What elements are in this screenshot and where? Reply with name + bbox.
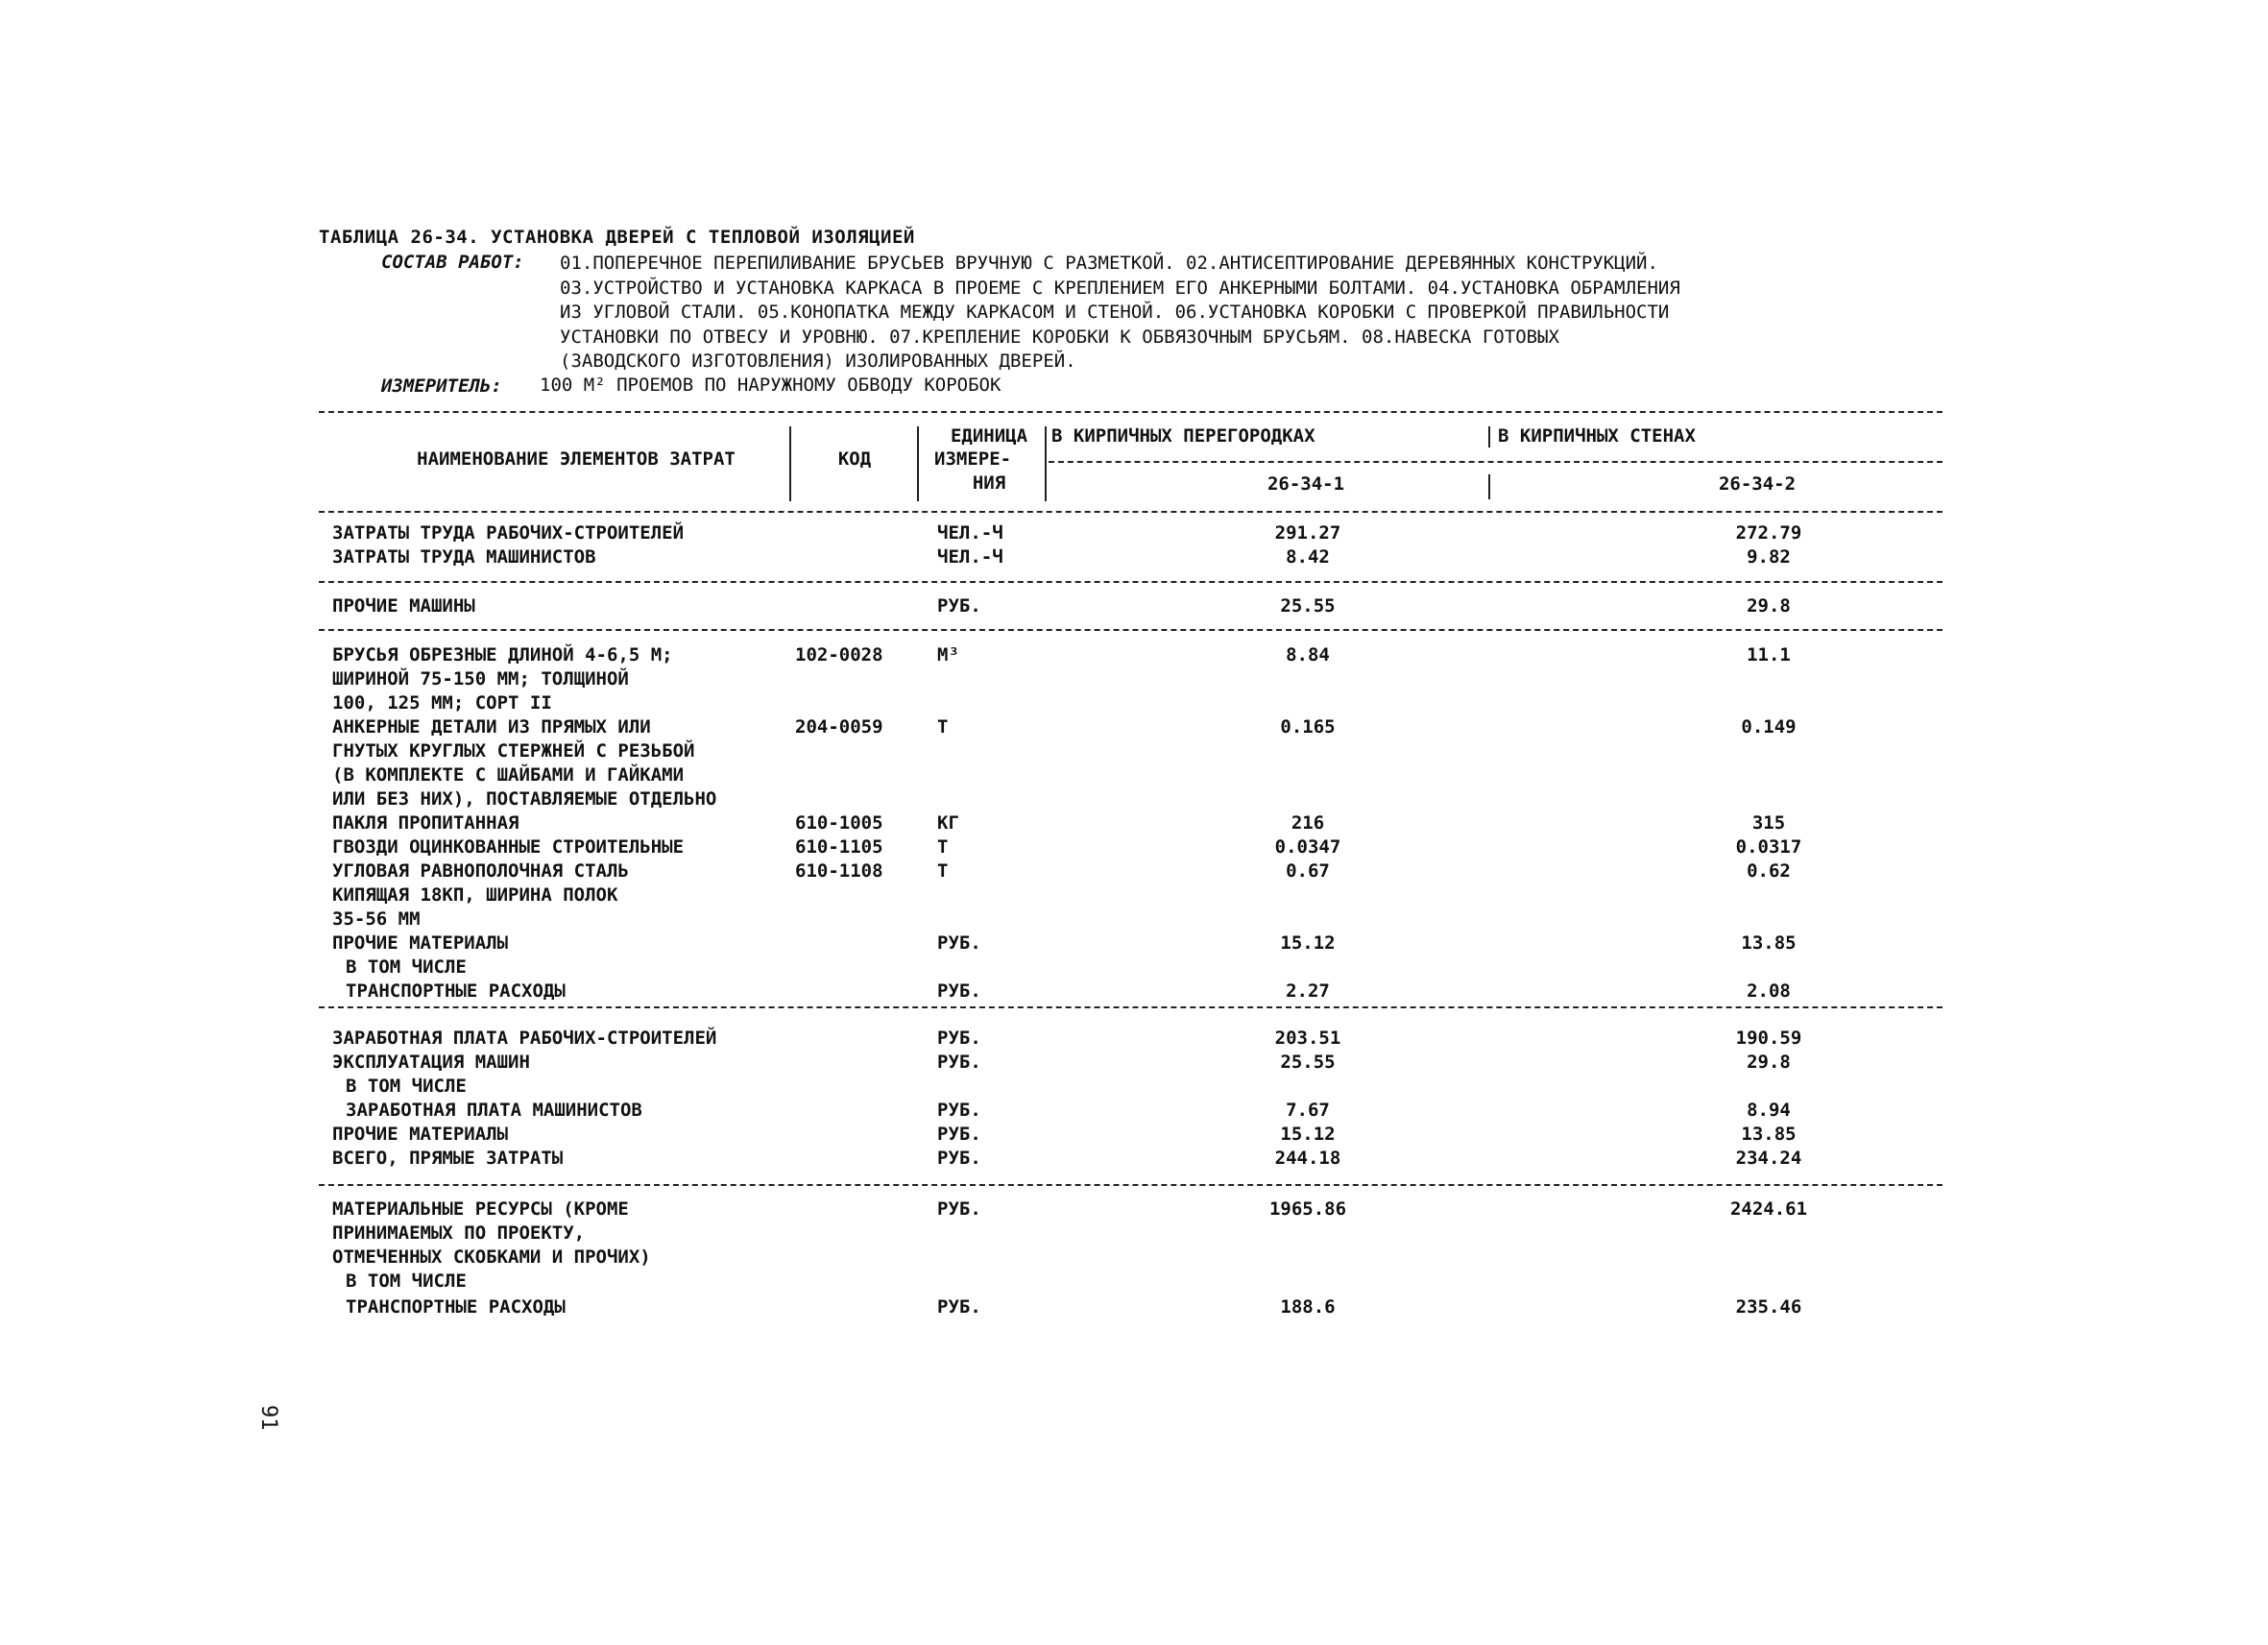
table-row: ЗАРАБОТНАЯ ПЛАТА РАБОЧИХ-СТРОИТЕЛЕЙ РУБ. 203.51 190.59: [332, 1028, 1802, 1049]
table-row: ИЛИ БЕЗ НИХ), ПОСТАВЛЯЕМЫЕ ОТДЕЛЬНО: [332, 788, 717, 810]
header-unit-3: НИЯ: [972, 472, 1006, 494]
table-row: В ТОМ ЧИСЛЕ: [346, 956, 467, 978]
table-row: ГВОЗДИ ОЦИНКОВАННЫЕ СТРОИТЕЛЬНЫЕ 610-1105 Т 0.0347 0.0317: [332, 836, 1802, 858]
table-row: ПРОЧИЕ МАШИНЫ РУБ. 25.55 29.8: [332, 595, 1791, 617]
header-divider: [789, 426, 791, 501]
table-row: 35-56 ММ: [332, 908, 421, 930]
header-code: КОД: [837, 448, 872, 470]
table-row: МАТЕРИАЛЬНЫЕ РЕСУРСЫ (КРОМЕ РУБ. 1965.86 2424.61: [332, 1198, 1808, 1220]
header-divider: [1488, 426, 1490, 448]
header-group-partitions: В КИРПИЧНЫХ ПЕРЕГОРОДКАХ: [1051, 425, 1315, 447]
table-row: ОТМЕЧЕННЫХ СКОБКАМИ И ПРОЧИХ): [332, 1246, 651, 1268]
table-row: ПРОЧИЕ МАТЕРИАЛЫ РУБ. 15.12 13.85: [332, 932, 1797, 954]
table-row: ЗАТРАТЫ ТРУДА МАШИНИСТОВ ЧЕЛ.-Ч 8.42 9.82: [332, 546, 1791, 568]
table-row: ПРОЧИЕ МАТЕРИАЛЫ РУБ. 15.12 13.85: [332, 1124, 1797, 1145]
table-row: ТРАНСПОРТНЫЕ РАСХОДЫ РУБ. 2.27 2.08: [346, 980, 1791, 1002]
measure-value: 100 М² ПРОЕМОВ ПО НАРУЖНОМУ ОБВОДУ КОРОБОК: [540, 375, 1001, 396]
table-row: ЭКСПЛУАТАЦИЯ МАШИН РУБ. 25.55 29.8: [332, 1052, 1791, 1073]
table-row: В ТОМ ЧИСЛЕ: [346, 1076, 467, 1097]
header-divider: [1045, 426, 1047, 501]
table-top-rule: [319, 411, 1942, 413]
section-rule: [319, 629, 1942, 631]
table-row: АНКЕРНЫЕ ДЕТАЛИ ИЗ ПРЯМЫХ ИЛИ 204-0059 Т 0.165 0.149: [332, 716, 1797, 738]
section-rule: [319, 1184, 1942, 1186]
work-line: ИЗ УГЛОВОЙ СТАЛИ. 05.КОНОПАТКА МЕЖДУ КАРКАСОМ И СТЕНОЙ. 06.УСТАНОВКА КОРОБКИ С ПРОВЕРКОЙ ПРАВИЛЬНОСТИ: [560, 302, 1670, 323]
header-unit-1: ЕДИНИЦА: [950, 425, 1028, 447]
header-divider: [917, 426, 919, 501]
header-divider: [1488, 474, 1490, 499]
work-line: 03.УСТРОЙСТВО И УСТАНОВКА КАРКАСА В ПРОЕМЕ С КРЕПЛЕНИЕМ ЕГО АНКЕРНЫМИ БОЛТАМИ. 04.УСТАНОВКА ОБРАМЛЕНИЯ: [560, 277, 1680, 299]
table-row: ГНУТЫХ КРУГЛЫХ СТЕРЖНЕЙ С РЕЗЬБОЙ: [332, 740, 695, 762]
page-number: 91: [256, 1405, 280, 1431]
table-row: БРУСЬЯ ОБРЕЗНЫЕ ДЛИНОЙ 4-6,5 М; 102-0028 М³ 8.84 11.1: [332, 644, 1791, 665]
table-row: КИПЯЩАЯ 18КП, ШИРИНА ПОЛОК: [332, 884, 618, 906]
work-line: УСТАНОВКИ ПО ОТВЕСУ И УРОВНЮ. 07.КРЕПЛЕНИЕ КОРОБКИ К ОБВЯЗОЧНЫМ БРУСЬЯМ. 08.НАВЕСКА ГОТОВЫХ: [560, 326, 1559, 348]
table-row: ЗАРАБОТНАЯ ПЛАТА МАШИНИСТОВ РУБ. 7.67 8.94: [346, 1100, 1791, 1121]
header-bottom-rule: [319, 511, 1942, 513]
table-title: ТАБЛИЦА 26-34. УСТАНОВКА ДВЕРЕЙ С ТЕПЛОВОЙ ИЗОЛЯЦИЕЙ: [319, 227, 915, 248]
measure-label: ИЗМЕРИТЕЛЬ:: [381, 375, 502, 397]
work-line: 01.ПОПЕРЕЧНОЕ ПЕРЕПИЛИВАНИЕ БРУСЬЕВ ВРУЧНУЮ С РАЗМЕТКОЙ. 02.АНТИСЕПТИРОВАНИЕ ДЕРЕВЯННЫХ КОНСТРУКЦИЙ.: [560, 253, 1658, 274]
work-composition-label: СОСТАВ РАБОТ:: [381, 252, 524, 273]
work-composition-text: [560, 252, 1885, 375]
section-rule: [319, 1006, 1942, 1008]
table-row: ШИРИНОЙ 75-150 ММ; ТОЛЩИНОЙ: [332, 668, 629, 689]
header-col-1: 26-34-1: [1267, 473, 1345, 495]
header-unit-2: ИЗМЕРЕ-: [934, 448, 1012, 470]
header-col-2: 26-34-2: [1718, 473, 1797, 495]
table-row: ВСЕГО, ПРЯМЫЕ ЗАТРАТЫ РУБ. 244.18 234.24: [332, 1148, 1802, 1169]
table-row: ПАКЛЯ ПРОПИТАННАЯ 610-1005 КГ 216 315: [332, 812, 1786, 834]
header-group-walls: В КИРПИЧНЫХ СТЕНАХ: [1498, 425, 1696, 447]
header-name: НАИМЕНОВАНИЕ ЭЛЕМЕНТОВ ЗАТРАТ: [417, 448, 736, 470]
table-row: ТРАНСПОРТНЫЕ РАСХОДЫ РУБ. 188.6 235.46: [346, 1296, 1802, 1318]
section-rule: [319, 581, 1942, 583]
table-row: ЗАТРАТЫ ТРУДА РАБОЧИХ-СТРОИТЕЛЕЙ ЧЕЛ.-Ч 291.27 272.79: [332, 522, 1802, 544]
work-line: (ЗАВОДСКОГО ИЗГОТОВЛЕНИЯ) ИЗОЛИРОВАННЫХ ДВЕРЕЙ.: [560, 351, 1076, 372]
header-subrule: [1049, 461, 1942, 463]
table-row: 100, 125 ММ; СОРТ II: [332, 692, 552, 714]
table-row: ПРИНИМАЕМЫХ ПО ПРОЕКТУ,: [332, 1222, 586, 1244]
table-row: В ТОМ ЧИСЛЕ: [346, 1270, 467, 1292]
table-row: (В КОМПЛЕКТЕ С ШАЙБАМИ И ГАЙКАМИ: [332, 764, 685, 786]
table-row: УГЛОВАЯ РАВНОПОЛОЧНАЯ СТАЛЬ 610-1108 Т 0.67 0.62: [332, 860, 1791, 882]
